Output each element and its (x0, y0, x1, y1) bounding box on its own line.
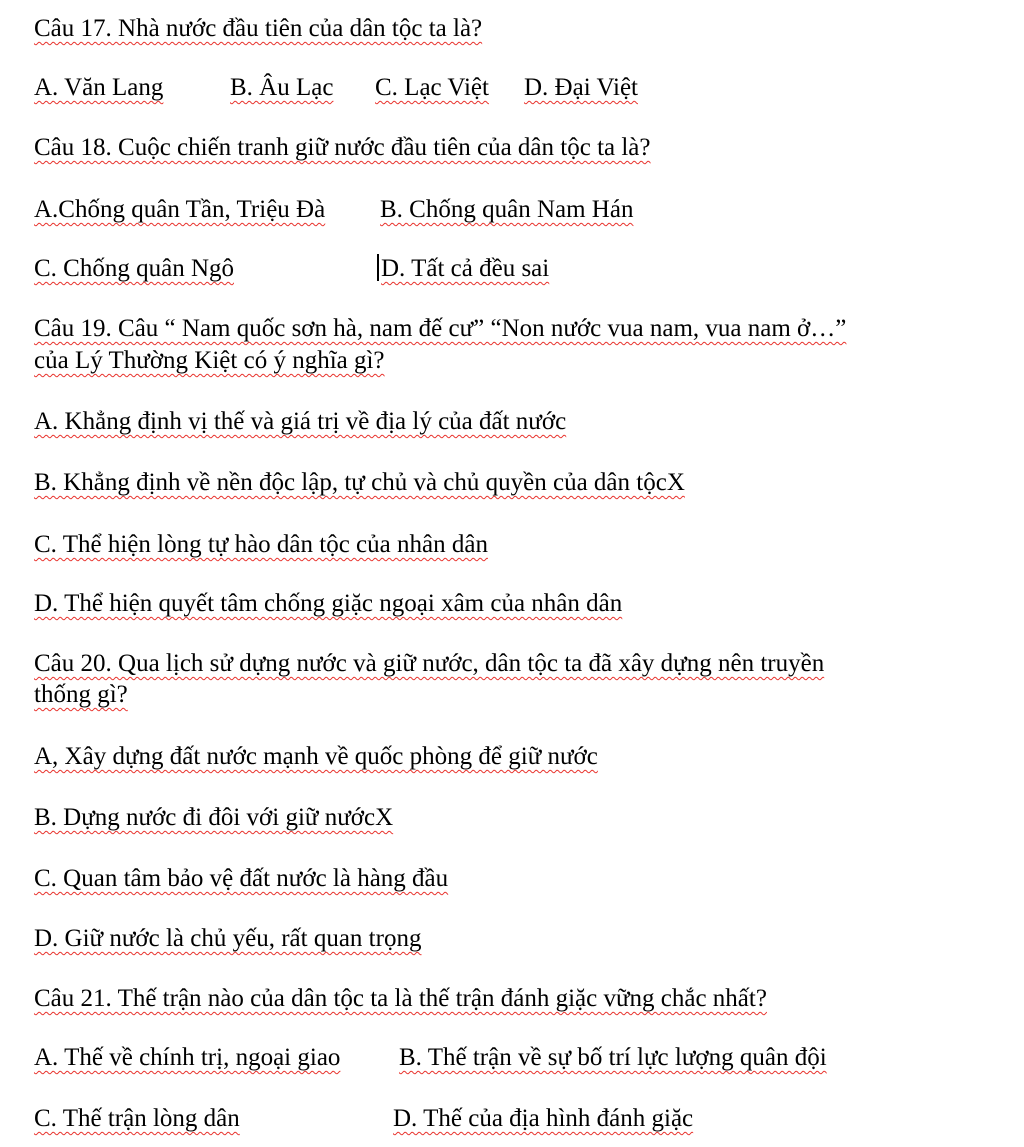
question-21-option-c: C. Thế trận lòng dân (34, 1105, 240, 1132)
question-18-text: Câu 18. Cuộc chiến tranh giữ nước đầu tiên của dân tộc ta là? (34, 134, 651, 161)
question-18-option-d: D. Tất cả đều sai (381, 255, 550, 282)
question-21-option-d: D. Thế của địa hình đánh giặc (393, 1105, 694, 1132)
question-18-option-b: B. Chống quân Nam Hán (380, 196, 634, 223)
question-17-option-a: A. Văn Lang (34, 74, 164, 101)
question-20-option-b: B. Dựng nước đi đôi với giữ nướcX (34, 804, 394, 831)
question-20-option-d: D. Giữ nước là chủ yếu, rất quan trọng (34, 925, 422, 952)
question-17-option-b: B. Âu Lạc (230, 74, 334, 101)
question-19-text-line1: Câu 19. Câu “ Nam quốc sơn hà, nam đế cư” “Non nước vua nam, vua nam ở…” (34, 315, 847, 342)
question-17-option-d: D. Đại Việt (524, 74, 638, 101)
question-18-option-d-wrap (377, 254, 549, 284)
question-20-option-c: C. Quan tâm bảo vệ đất nước là hàng đầu (34, 865, 449, 892)
question-21-option-a: A. Thế về chính trị, ngoại giao (34, 1044, 341, 1071)
question-21-text: Câu 21. Thế trận nào của dân tộc ta là thế trận đánh giặc vững chắc nhất? (34, 985, 767, 1012)
text-cursor (377, 254, 379, 281)
question-21-option-b: B. Thế trận về sự bố trí lực lượng quân đội (399, 1044, 827, 1071)
question-19-text-line2: của Lý Thường Kiệt có ý nghĩa gì? (34, 347, 385, 374)
question-19-option-c: C. Thể hiện lòng tự hào dân tộc của nhân dân (34, 531, 488, 558)
question-18-option-a: A.Chống quân Tần, Triệu Đà (34, 196, 326, 223)
question-19-option-b: B. Khẳng định về nền độc lập, tự chủ và chủ quyền của dân tộcX (34, 469, 685, 496)
question-20-text-line1: Câu 20. Qua lịch sử dựng nước và giữ nước, dân tộc ta đã xây dựng nên truyền (34, 650, 825, 677)
question-18-option-c: C. Chống quân Ngô (34, 255, 234, 282)
question-20-option-a: A, Xây dựng đất nước mạnh về quốc phòng để giữ nước (34, 743, 598, 770)
question-19-option-a: A. Khẳng định vị thế và giá trị về địa lý của đất nước (34, 408, 567, 435)
question-17-text: Câu 17. Nhà nước đầu tiên của dân tộc ta là? (34, 15, 483, 42)
question-17-option-c: C. Lạc Việt (375, 74, 489, 101)
question-19-option-d: D. Thể hiện quyết tâm chống giặc ngoại xâm của nhân dân (34, 590, 623, 617)
question-20-text-line2: thống gì? (34, 681, 128, 708)
